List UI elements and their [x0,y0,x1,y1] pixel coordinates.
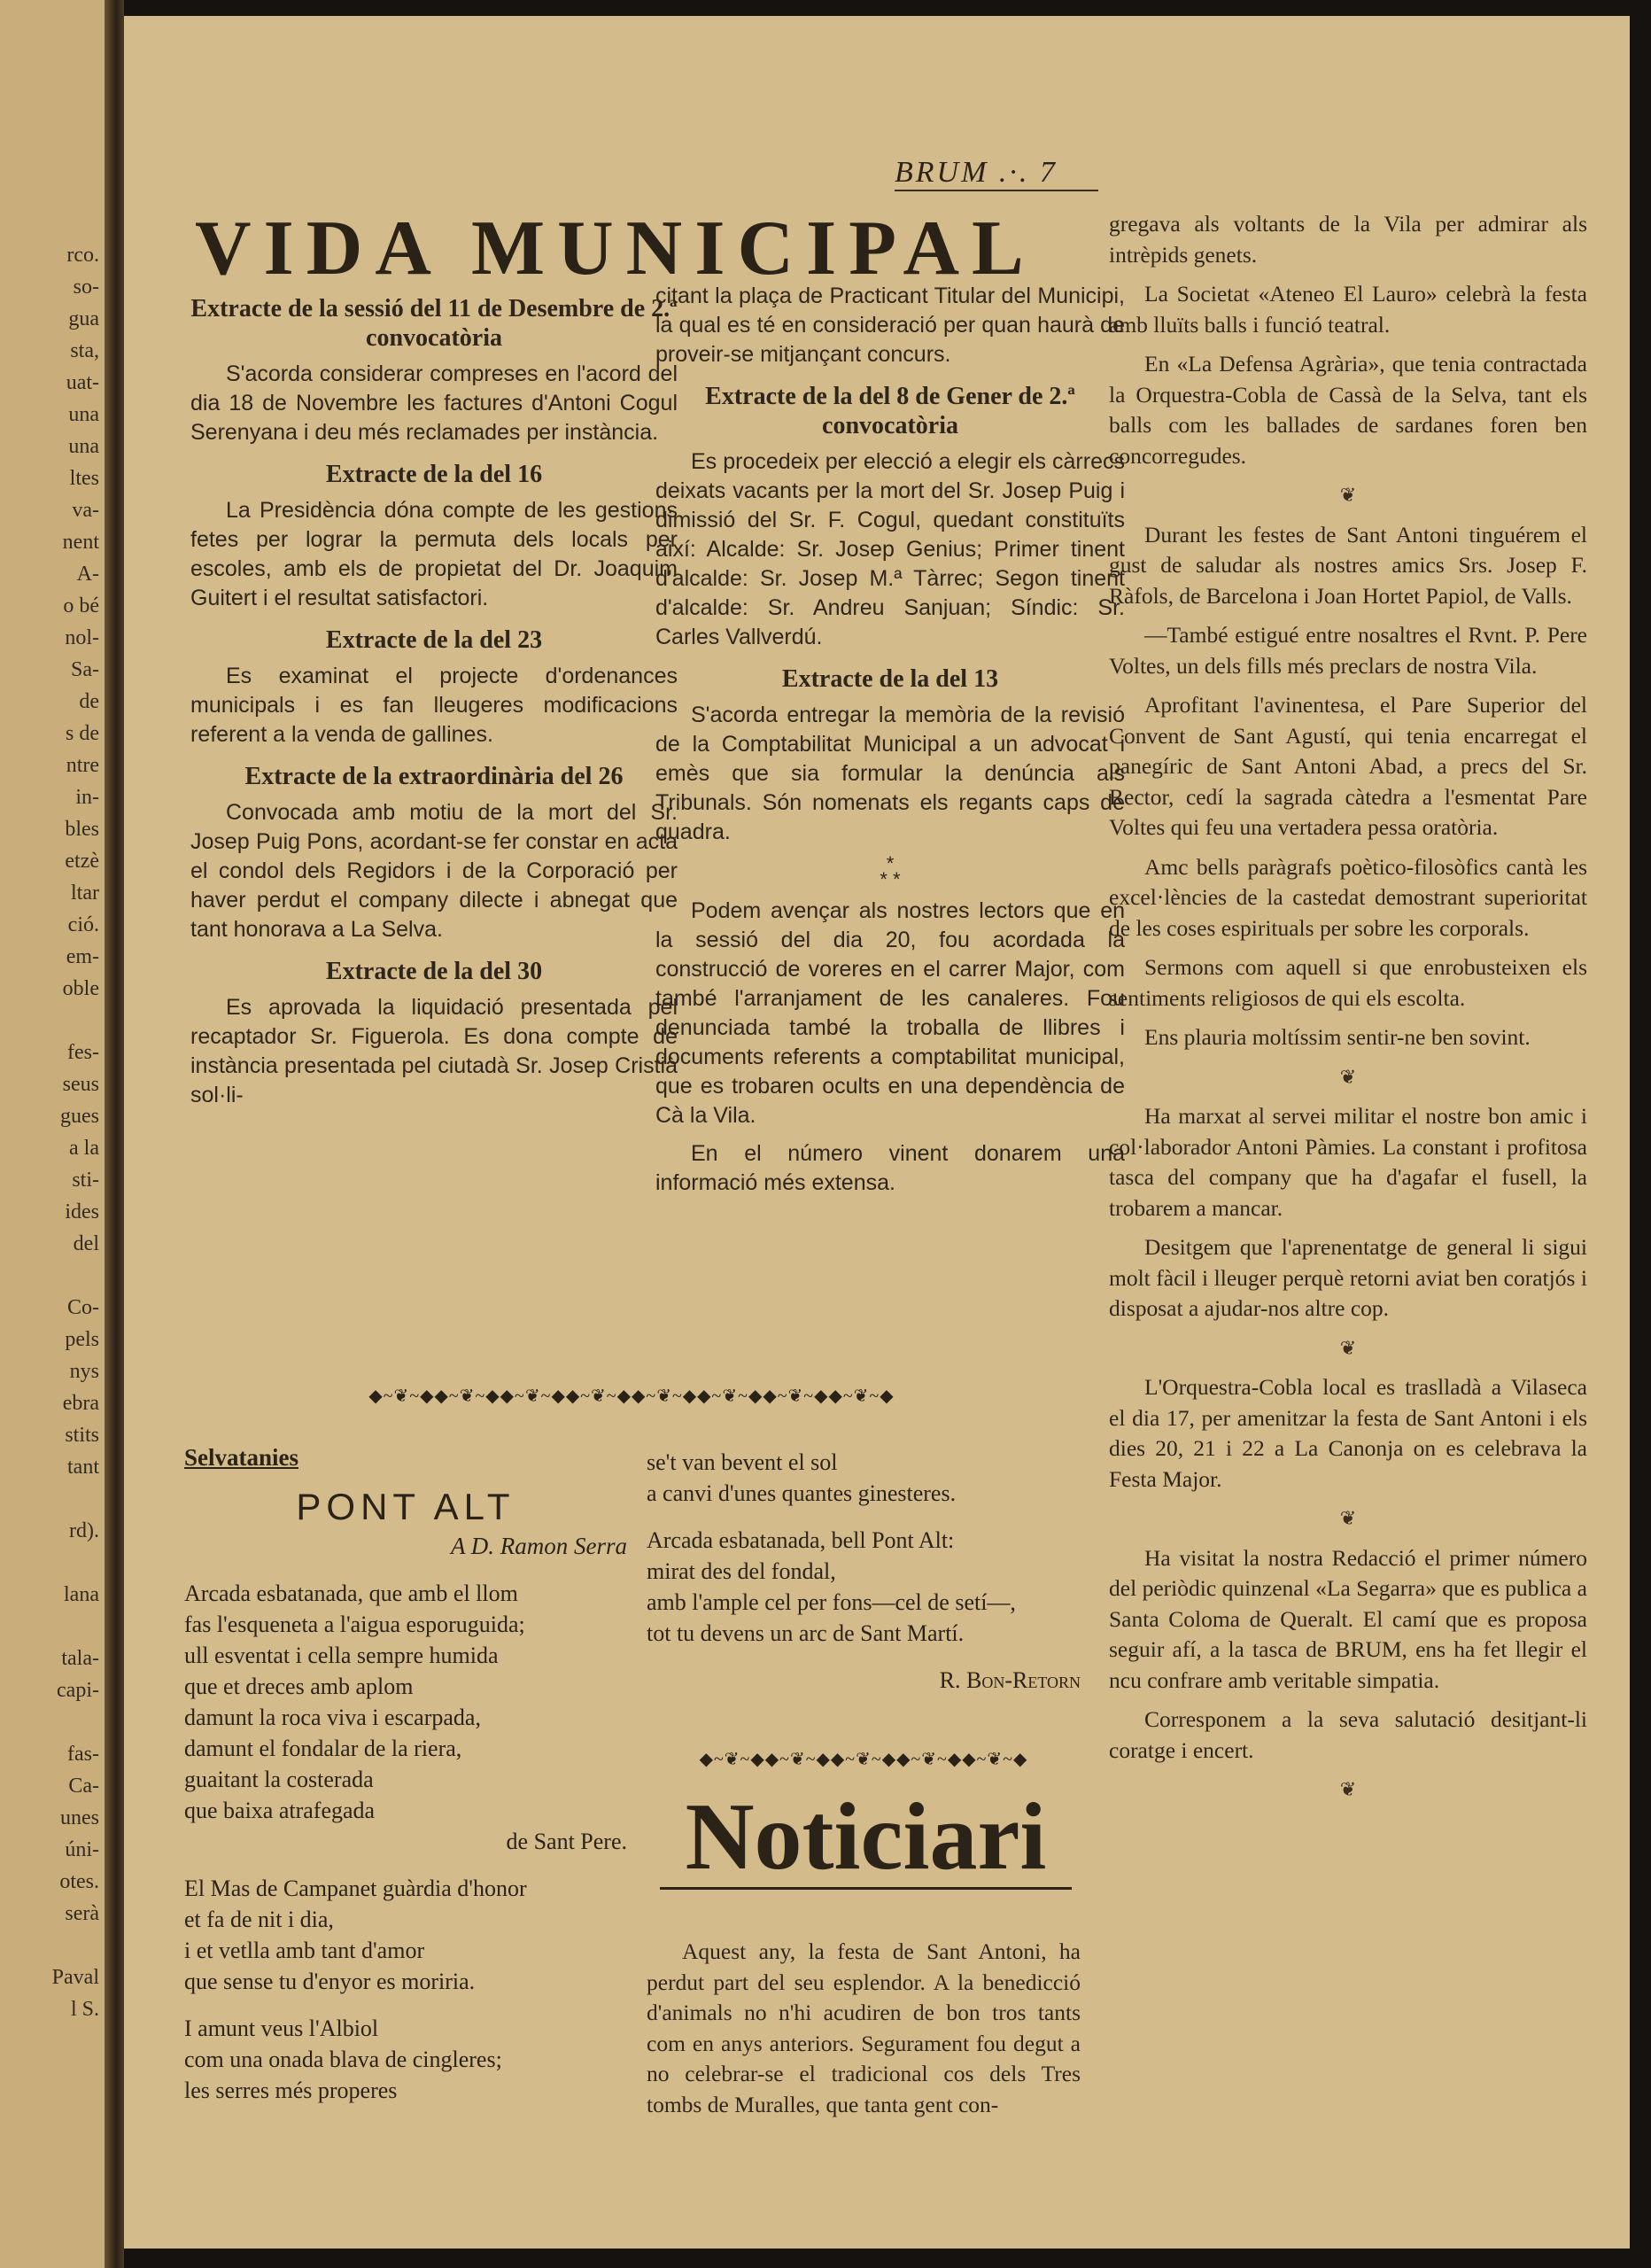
poem-line: fas l'esqueneta a l'aigua esporuguida; [184,1612,525,1637]
ornament: ❦ [1339,1778,1357,1800]
poem-line: I amunt veus l'Albiol [184,2016,379,2041]
poem-line: El Mas de Campanet guàrdia d'honor [184,1876,527,1901]
facing-page-fragment: bles [65,818,99,841]
paragraph: Es aprovada la liquidació presentada pel recaptador Sr. Figuerola. Es dona compte de instància presentada pel ciutadà Sr. Josep Cristià sol·li- [190,995,678,1107]
facing-page-fragment: nys [69,1360,99,1383]
paragraph: Convocada amb motiu de la mort del Sr. Josep Puig Pons, acordant-se fer constar en acta el condol dels Regidors i de la Corporació per haver perdut el company dilecte i abnegat que tant honorava a La Selva. [190,800,678,942]
noticiari-text [647,1937,1081,2129]
paragraph: Es procedeix per elecció a elegir els càrrecs deixats vacants per la mort del Sr. Josep Puig i dimissió del Sr. F. Cogul, quedant constituïts així: Alcalde: Sr. Josep Genius; Primer tinent d'alcalde: Sr. Josep M.ª Tàrrec; Segon tinent d'alcalde: Sr. Andreu Sanjuan; Síndic: Sr. Carles Vallverdú. [655,449,1125,649]
poem-right [647,1447,1081,1696]
paragraph: —També estigué entre nosaltres el Rvnt. P. Pere Voltes, un dels fills més preclars de nostra Vila. [1109,622,1587,679]
article-heading: Extracte de la del 30 [325,958,543,985]
poem-line: que sense tu d'enyor es moriria. [184,1969,476,1994]
facing-page-fragment: tala- [61,1647,99,1670]
paragraph: S'acorda considerar compreses en l'acord del dia 18 de Novembre les factures d'Antoni Cogul Serenyana i deu més reclamades per instància. [190,361,678,445]
paragraph: Amc bells paràgrafs poètico-filosòfics cantà les excel·lències de la castedat demostrant superioritat de les coses espirituals per sobre les corporals. [1109,853,1587,941]
poem-line: guaitant la costerada [184,1767,374,1792]
facing-page-fragment: del [73,1232,99,1255]
facing-page-fragment: s de [66,722,99,745]
book-gutter [105,0,124,2268]
paragraph: Es examinat el projecte d'ordenances municipals i es fan lleugeres modificacions referent a la venda de gallines. [190,664,678,747]
facing-page-fragment: ides [65,1200,99,1223]
facing-page-fragment: pels [65,1328,99,1351]
facing-page-fragment: unes [60,1806,99,1829]
stanza [184,1578,627,1857]
facing-page-fragment: capi- [57,1679,99,1702]
running-head: BRUM .·. 7 [895,156,1098,191]
facing-page-fragment: Ca- [68,1775,99,1798]
facing-page-fragment: rd). [69,1519,99,1542]
poem-line: les serres més properes [184,2078,398,2103]
facing-page-fragment: nol- [65,626,99,649]
article-heading: Extracte de la del 13 [781,665,999,693]
article-heading: Extracte de la sessió del 11 de Desembre de 2.ª convocatòria [190,295,678,352]
paragraph: Durant les festes de Sant Antoni tinguérem el gust de saludar als nostres amics Srs. Josep F. Ràfols, de Barcelona i Joan Hortet Papiol, de Valls. [1109,521,1587,609]
column-3 [1109,209,1587,1814]
paragraph: Ha visitat la nostra Redacció el primer número del periòdic quinzenal «La Segarra» que es publica a Santa Coloma de Queralt. El camí que es proposa seguir afí, a la tasca de BRUM, ens ha fet llegir el ncu confrare amb veritable simpatia. [1109,1544,1587,1693]
poem-line: amb l'ample cel per fons—cel de setí—, [647,1589,1016,1615]
article-heading: Extracte de la del 16 [325,461,543,488]
newspaper-page [124,16,1630,2249]
ornamental-divider: ◆~❦~◆◆~❦~◆◆~❦~◆◆~❦~◆◆~❦~◆◆~❦~◆◆~❦~◆◆~❦~◆ [368,1386,895,1404]
paragraph: gregava als voltants de la Vila per admirar als intrèpids genets. [1109,211,1587,268]
poem-line: ull esventat i cella sempre humida [184,1643,499,1668]
facing-page-fragment: em- [66,945,99,968]
poem-line: que et dreces amb aplom [184,1674,414,1699]
facing-page-fragment: nent [62,531,99,554]
paragraph: L'Orquestra-Cobla local es traslladà a Vilaseca el dia 17, per amenitzar la festa de Sant Antoni i els dies 20, 21 i 22 a La Canonja on es celebrava la Festa Major. [1109,1374,1587,1492]
facing-page-fragment: ntre [66,754,99,777]
facing-page-fragment: ltar [71,882,99,905]
facing-page-fragment: seus [62,1073,99,1096]
stanza [647,1447,1081,1509]
facing-page-fragment: una [68,403,99,426]
noticiari-heading: Noticiari [660,1788,1072,1890]
paragraph: citant la plaça de Practicant Titular del Municipi, la qual es té en consideració per quan haurà de proveir-se mitjançant concurs. [655,284,1125,367]
facing-page-fragment: a la [69,1137,99,1160]
noticiari-paragraph: Aquest any, la festa de Sant Antoni, ha perdut part del seu esplendor. A la benedicció d'animals no n'hi acudiren de bon tros tants com en anys anteriors. Segurament fou degut a no celebrar-se el tradicional cos dels Tres tombs de Muralles, que tanta gent con- [647,1938,1081,2117]
paragraph: Podem avençar als nostres lectors que en la sessió del dia 20, fou acordada la construcció de voreres en el carrer Major, com també l'arranjament de les canaleres. Fou denunciada també la troballa de llibres i documents referents a comptabilitat municipal, que es trobaren ocults en una dependència de Cà la Vila. [655,898,1125,1128]
facing-page-fragment: rco. [66,244,99,267]
poem-line: Arcada esbatanada, bell Pont Alt: [647,1527,955,1553]
facing-page-fragment: Co- [67,1296,99,1319]
facing-page-fragment: sta, [70,339,99,362]
facing-page-fragment: sti- [72,1169,99,1192]
poem-line: et fa de nit i dia, [184,1907,334,1932]
stanza [647,1525,1081,1649]
facing-page-fragment: A- [76,563,99,586]
paragraph: La Societat «Ateneo El Lauro» celebrà la festa amb lluïts balls i funció teatral. [1109,281,1587,338]
facing-page-fragment: stits [65,1424,99,1447]
facing-page-fragment: tant [67,1456,99,1479]
paragraph: S'acorda entregar la memòria de la revisió de la Comptabilitat Municipal a un advocat i emès que sia formular la denúncia als Tribunals. Són nomenats els regants caps de quadra. [655,703,1125,844]
poem-line: que baixa atrafegada [184,1798,376,1823]
facing-page-edge [0,0,105,2268]
facing-page-fragment: Sa- [71,658,99,681]
poem-line: com una onada blava de cingleres; [184,2047,502,2072]
facing-page-fragment: fas- [67,1743,99,1766]
poem-line: i et vetlla amb tant d'amor [184,1938,425,1963]
facing-page-fragment: fes- [67,1041,99,1064]
poem-title: PONT ALT [296,1486,515,1527]
facing-page-fragment: ebra [62,1392,99,1415]
facing-page-fragment: etzè [65,850,99,873]
section-label: Selvatanies [184,1444,299,1471]
poem-line: se't van bevent el sol [647,1449,838,1475]
facing-page-fragment: gues [60,1105,99,1128]
poem-line: Arcada esbatanada, que amb el llom [184,1581,518,1606]
poem-stanzas-left [184,1578,627,2106]
facing-page-fragment: otes. [59,1870,99,1893]
article-heading: Extracte de la del 8 de Gener de 2.ª convocatòria [705,383,1075,439]
facing-page-fragment: in- [75,786,99,809]
poem-line: damunt el fondalar de la riera, [184,1736,462,1761]
facing-page-fragment: so- [73,276,99,299]
facing-page-fragment: úni- [65,1838,99,1861]
facing-page-fragment: de [79,690,99,713]
facing-page-fragment: ció. [67,913,99,936]
section-title: VIDA MUNICIPAL [195,206,1036,291]
stanza [184,1873,627,1997]
paragraph: Ens plauria moltíssim sentir-ne ben sovint. [1144,1024,1531,1050]
ornament: ❦ [1339,1065,1357,1088]
poem-line: damunt la roca viva i escarpada, [184,1705,481,1730]
poem-stanzas-right [647,1447,1081,1649]
ornament: ❦ [1339,1507,1357,1529]
article-heading: Extracte de la del 23 [325,626,543,654]
ornament: ❦ [1339,484,1357,506]
poem-author: R. Bon-Retorn [939,1667,1081,1693]
paragraph: Ha marxat al servei militar el nostre bon amic i col·laborador Antoni Pàmies. La constant i profitosa tasca del company que ha d'agafar el fusell, la trobarem a mancar. [1109,1103,1587,1221]
poem-line: tot tu devens un arc de Sant Martí. [647,1620,965,1646]
facing-page-fragment: gua [68,307,99,330]
paragraph: Aprofitant l'avinentesa, el Pare Superior del Convent de Sant Agustí, qui tenia encarregat el panegíric de Sant Antoni Abad, a precs del Sr. Rector, cedí la sagrada càtedra a l'esmentat Pare Voltes qui feu una vertadera pessa oratòria. [1109,692,1587,840]
facing-page-fragment: uat- [66,371,99,394]
facing-page-fragment: o bé [63,594,99,617]
poem-line-indented: de Sant Pere. [506,1829,627,1854]
poem-dedication: A D. Ramon Serra [451,1533,627,1559]
ornamental-divider-short: ◆~❦~◆◆~❦~◆◆~❦~◆◆~❦~◆◆~❦~◆ [699,1750,1028,1767]
paragraph: Corresponem a la seva salutació desitjant-li coratge i encert. [1109,1706,1587,1763]
facing-page-fragment: oble [62,977,99,1000]
column-1 [190,282,678,1119]
poem-line: a canvi d'unes quantes ginesteres. [647,1480,957,1506]
paragraph: Sermons com aquell si que enrobusteixen els sentiments religiosos de qui els escolta. [1109,954,1587,1011]
facing-page-fragment: lana [64,1583,99,1606]
paragraph: Desitgem que l'aprenentatge de general li sigui molt fàcil i lleuger perquè retorni aviat ben coratjós i disposat a ajudar-nos altre cop. [1109,1234,1587,1321]
facing-page-fragment: una [68,435,99,458]
poem-left [184,1442,627,2122]
facing-page-fragment: serà [65,1902,99,1925]
column-2 [655,282,1125,1207]
facing-page-fragment: ltes [69,467,99,490]
stanza [184,2013,627,2106]
facing-page-fragment: l S. [70,1998,99,2021]
ornament: ❦ [1339,1336,1357,1359]
paragraph: * * * [880,852,901,890]
article-heading: Extracte de la extraordinària del 26 [244,763,624,790]
facing-page-fragment: va- [72,499,99,522]
poem-line: mirat des del fondal, [647,1558,836,1584]
facing-page-fragment: Paval [51,1966,99,1989]
paragraph: En «La Defensa Agrària», que tenia contractada la Orquestra-Cobla de Cassà de la Selva, tant els balls com les ballades de sardanes foren ben concorregudes. [1109,351,1587,469]
paragraph: En el número vinent donarem una informació més extensa. [655,1141,1125,1195]
paragraph: La Presidència dóna compte de les gestions fetes per lograr la permuta dels locals per escoles, amb els de propietat del Dr. Joaquim Guitert i el resultat satisfactori. [190,498,678,610]
